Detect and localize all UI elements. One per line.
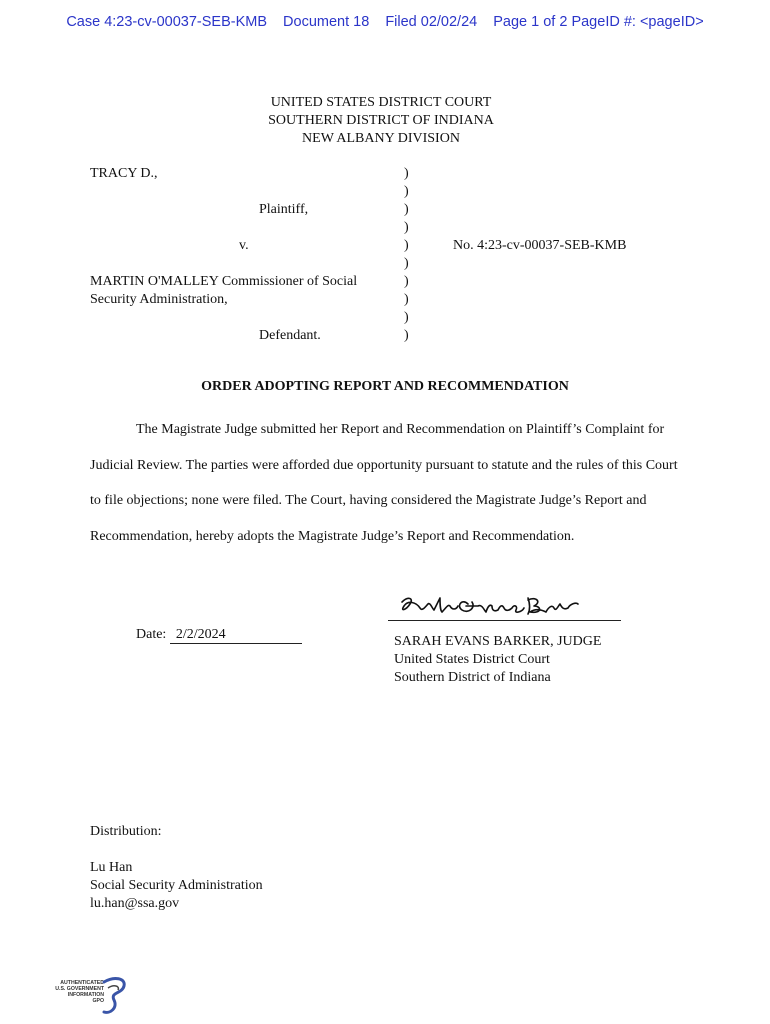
- date-value: 2/2/2024: [170, 627, 302, 644]
- case-number-header: Case 4:23-cv-00037-SEB-KMB: [66, 14, 267, 30]
- defendant-role: Defendant.: [259, 328, 321, 343]
- document-number-header: Document 18: [283, 14, 370, 30]
- case-number: No. 4:23-cv-00037-SEB-KMB: [453, 238, 627, 253]
- gpo-eagle-icon: [100, 974, 130, 1018]
- date-label: Date:: [136, 627, 167, 642]
- seal-line: GPO: [92, 998, 104, 1004]
- order-title: ORDER ADOPTING REPORT AND RECOMMENDATION: [201, 379, 569, 394]
- versus: v.: [239, 238, 249, 253]
- order-paragraph: The Magistrate Judge submitted her Report and Recommendation on Plaintiff’s Complaint for Judicial Review. The parties were afforded due opportunity pursuant to statute and the rules of this Court to file objections; none were filed. The Court, having considered the Magistrate Judge’s Report and Recommendation, hereby adopts the Magistrate Judge’s Report and Recommendation.: [90, 422, 678, 544]
- defendant-name-line2: Security Administration,: [90, 292, 228, 307]
- gpo-seal-text: [44, 980, 104, 1004]
- signature-line: [388, 620, 621, 621]
- seal-line: U.S. GOVERNMENT: [55, 986, 104, 992]
- paren: ): [404, 166, 409, 181]
- court-division: NEW ALBANY DIVISION: [302, 131, 460, 146]
- date-block: [136, 627, 302, 644]
- seal-line: AUTHENTICATED: [60, 980, 104, 986]
- order-body: [90, 412, 690, 554]
- defendant-name-line1: MARTIN O'MALLEY Commissioner of Social: [90, 274, 358, 289]
- distribution-agency: Social Security Administration: [90, 878, 263, 893]
- paren: ): [404, 274, 409, 289]
- caption-parentheses: [404, 165, 409, 345]
- paren: ): [404, 292, 409, 307]
- seal-line: INFORMATION: [67, 992, 104, 998]
- judge-court: United States District Court: [394, 652, 550, 667]
- paren: ): [404, 220, 409, 235]
- judge-district: Southern District of Indiana: [394, 670, 551, 685]
- distribution-label: Distribution:: [90, 824, 162, 839]
- court-district: SOUTHERN DISTRICT OF INDIANA: [268, 113, 494, 128]
- court-heading: [0, 94, 762, 148]
- paren: ): [404, 256, 409, 271]
- plaintiff-name: TRACY D.,: [90, 166, 158, 181]
- distribution-name: Lu Han: [90, 860, 133, 875]
- page-info-header: Page 1 of 2 PageID #: <pageID>: [493, 14, 704, 30]
- court-name: UNITED STATES DISTRICT COURT: [270, 95, 492, 110]
- plaintiff-role: Plaintiff,: [259, 202, 309, 217]
- judge-name: SARAH EVANS BARKER, JUDGE: [394, 634, 602, 649]
- paren: ): [404, 238, 409, 253]
- filed-date-header: Filed 02/02/24: [385, 14, 478, 30]
- judge-signature: [396, 592, 586, 622]
- gpo-authentication-seal: [44, 974, 134, 1018]
- paren: ): [404, 202, 409, 217]
- judge-block: [394, 633, 601, 687]
- distribution-email: lu.han@ssa.gov: [90, 896, 180, 911]
- paren: ): [404, 184, 409, 199]
- distribution-block: [90, 823, 263, 913]
- paren: ): [404, 328, 409, 343]
- ecf-header: [0, 14, 770, 30]
- paren: ): [404, 310, 409, 325]
